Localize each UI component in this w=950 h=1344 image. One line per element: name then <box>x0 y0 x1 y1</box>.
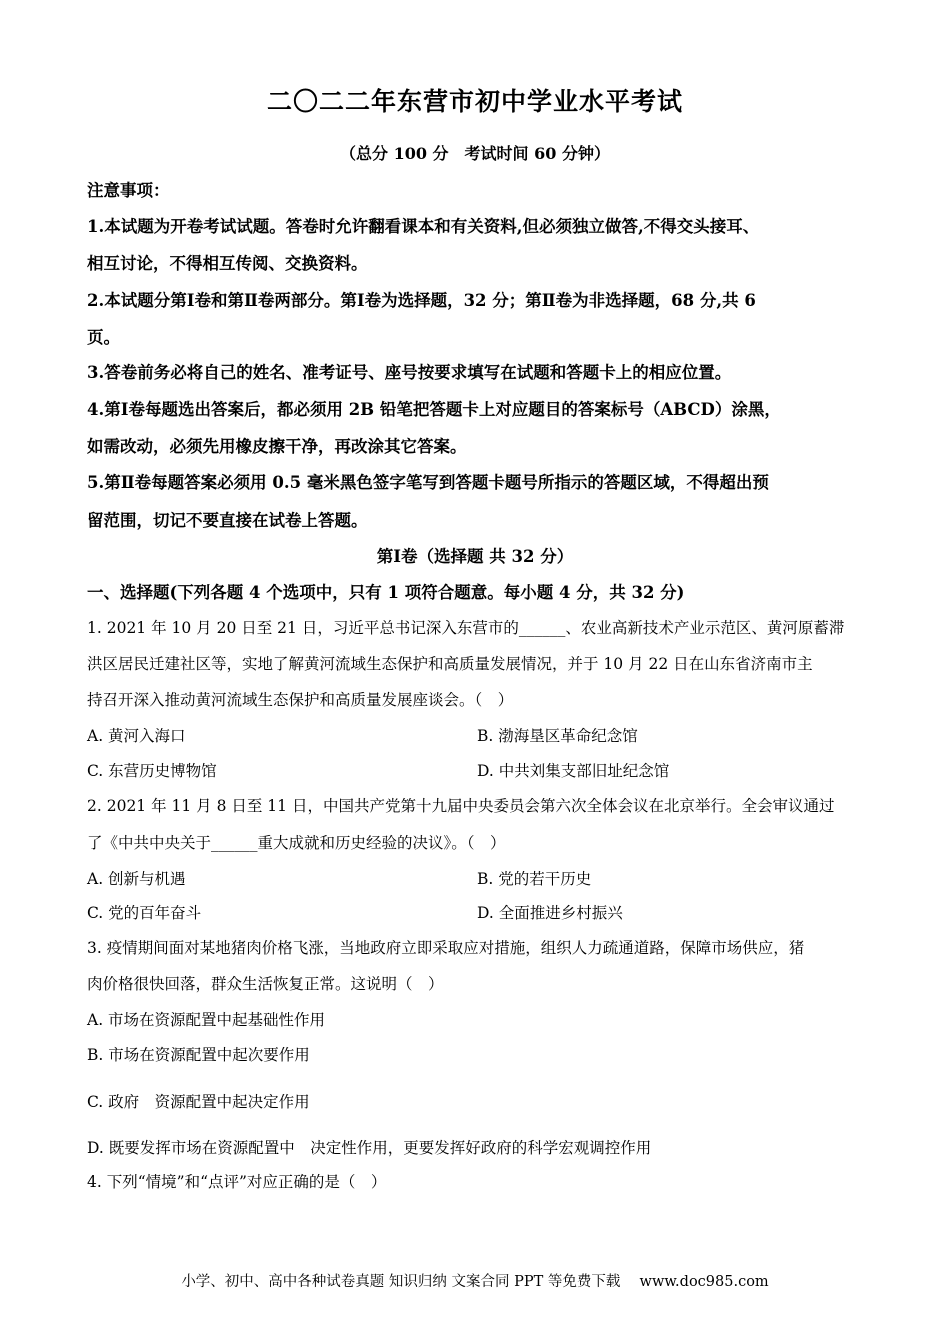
question-1-text: 洪区居民迁建社区等，实地了解黄河流域生态保护和高质量发展情况，并于 10 月 22 日在山东省济南市主 <box>87 655 813 673</box>
note-line: 5.第Ⅱ卷每题答案必须用 0.5 毫米黑色签字笔写到答题卡题号所指示的答题区域，不得超出预 <box>87 473 769 492</box>
exam-title: 二〇二二年东营市初中学业水平考试 <box>266 87 683 116</box>
question-1-text: 持召开深入推动黄河流域生态保护和高质量发展座谈会。（ ） <box>87 691 514 709</box>
question-3-option-d: D. 既要发挥市场在资源配置中 决定性作用，更要发挥好政府的科学宏观调控作用 <box>87 1139 652 1157</box>
exam-subtitle: （总分 100 分 考试时间 60 分钟） <box>340 144 610 163</box>
question-4-text: 4. 下列“情境”和“点评”对应正确的是（ ） <box>87 1173 387 1191</box>
question-3-text: 肉价格很快回落，群众生活恢复正常。这说明（ ） <box>87 975 444 993</box>
question-2-option-b: B. 党的若干历史 <box>477 870 592 888</box>
question-3-option-a: A. 市场在资源配置中起基础性作用 <box>87 1011 326 1029</box>
question-1-option-a: A. 黄河入海口 <box>87 727 186 745</box>
note-line: 4.第Ⅰ卷每题选出答案后，都必须用 2B 铅笔把答题卡上对应题目的答案标号（ABCD）涂黑， <box>87 400 781 419</box>
note-line: 1.本试题为开卷考试试题。答卷时允许翻看课本和有关资料,但必须独立做答,不得交头接耳、 <box>87 217 760 236</box>
note-line: 页。 <box>87 328 120 347</box>
section-title: 第Ⅰ卷（选择题 共 32 分） <box>376 547 574 566</box>
question-1-text: 1. 2021 年 10 月 20 日至 21 日，习近平总书记深入东营市的______、农业高新技术产业示范区、黄河原蓄滞 <box>87 619 845 637</box>
page-footer: 小学、初中、高中各种试卷真题 知识归纳 文案合同 PPT 等免费下载 www.doc985.com <box>181 1274 769 1290</box>
question-2-text: 2. 2021 年 11 月 8 日至 11 日，中国共产党第十九届中央委员会第六次全体会议在北京举行。全会审议通过 <box>87 797 835 815</box>
question-2-option-a: A. 创新与机遇 <box>87 870 186 888</box>
question-3-text: 3. 疫情期间面对某地猪肉价格飞涨，当地政府立即采取应对措施，组织人力疏通道路，保障市场供应，猪 <box>87 939 805 957</box>
question-2-option-d: D. 全面推进乡村振兴 <box>477 904 623 922</box>
note-line: 留范围，切记不要直接在试卷上答题。 <box>87 511 368 530</box>
question-1-option-c: C. 东营历史博物馆 <box>87 762 217 780</box>
question-2-option-c: C. 党的百年奋斗 <box>87 904 202 922</box>
question-1-option-b: B. 渤海垦区革命纪念馆 <box>477 727 638 745</box>
notes-heading: 注意事项： <box>87 181 170 200</box>
note-line: 相互讨论，不得相互传阅、交换资料。 <box>87 254 368 273</box>
note-line: 3.答卷前务必将自己的姓名、准考证号、座号按要求填写在试题和答题卡上的相应位置。 <box>87 363 732 382</box>
note-line: 如需改动，必须先用橡皮擦干净，再改涂其它答案。 <box>87 437 467 456</box>
question-3-option-c: C. 政府 资源配置中起决定作用 <box>87 1093 310 1111</box>
section-instruction: 一、选择题(下列各题 4 个选项中，只有 1 项符合题意。每小题 4 分，共 32 分) <box>87 583 685 602</box>
question-2-text: 了《中共中央关于______重大成就和历史经验的决议》。（ ） <box>87 834 506 852</box>
question-3-option-b: B. 市场在资源配置中起次要作用 <box>87 1046 310 1064</box>
note-line: 2.本试题分第Ⅰ卷和第Ⅱ卷两部分。第Ⅰ卷为选择题，32 分；第Ⅱ卷为非选择题，68 分,共 6 <box>87 291 756 310</box>
question-1-option-d: D. 中共刘集支部旧址纪念馆 <box>477 762 670 780</box>
